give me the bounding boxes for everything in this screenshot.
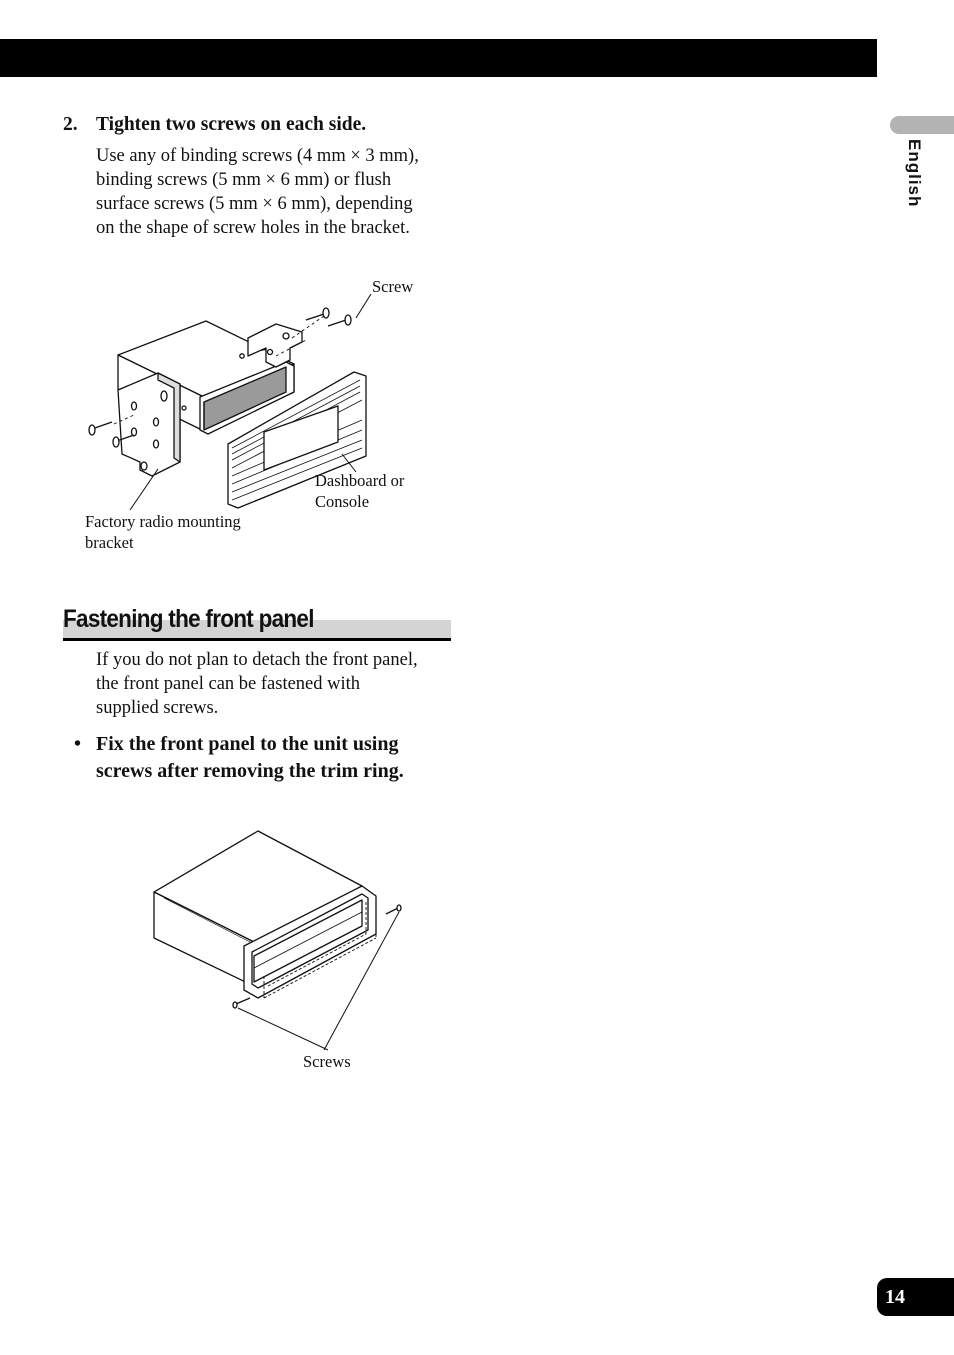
label-dashboard: Dashboard or Console bbox=[315, 471, 405, 511]
front-panel-figure bbox=[140, 826, 420, 1076]
header-bar bbox=[0, 39, 877, 77]
language-tab-marker bbox=[890, 116, 954, 134]
section-header bbox=[63, 604, 451, 640]
label-screws: Screws bbox=[303, 1052, 351, 1071]
bullet-text: Fix the front panel to the unit using screws after removing the trim ring. bbox=[96, 733, 404, 782]
front-panel-diagram bbox=[140, 826, 420, 1076]
section-rule bbox=[63, 638, 451, 641]
step-title: Tighten two screws on each side. bbox=[96, 114, 367, 135]
language-label: English bbox=[905, 139, 924, 208]
step-instructions: Use any of binding screws (4 mm × 3 mm), binding screws (5 mm × 6 mm) or flush surface screws (5 mm × 6 mm), depending on the shape of screw holes in the bracket. bbox=[96, 146, 419, 238]
section-body: If you do not plan to detach the front panel, the front panel can be fastened with supplied screws. bbox=[96, 650, 418, 718]
step-number: 2. bbox=[63, 114, 78, 135]
label-screw: Screw bbox=[372, 277, 414, 296]
section-title: Fastening the front panel bbox=[63, 605, 314, 633]
bullet-symbol: • bbox=[74, 733, 82, 755]
label-bracket: Factory radio mounting bracket bbox=[85, 512, 241, 552]
page-number: 14 bbox=[877, 1278, 954, 1316]
